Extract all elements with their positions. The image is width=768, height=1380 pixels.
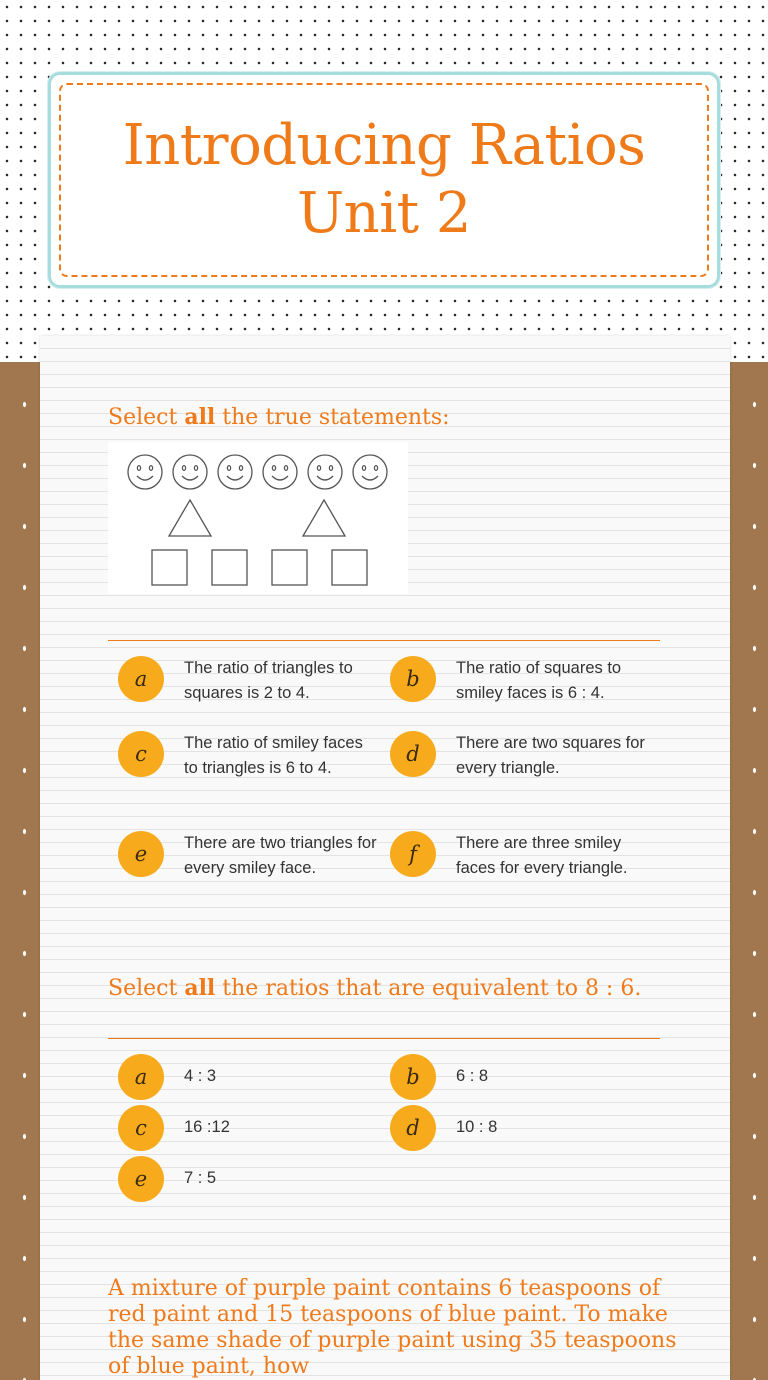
smiley-face-icon	[173, 455, 207, 489]
q2-option-d-text: 10 : 8	[456, 1118, 498, 1136]
q1-option-f[interactable]	[390, 831, 662, 881]
question-1-heading: Select all the true statements:	[108, 404, 450, 430]
q1-option-b[interactable]	[390, 656, 652, 706]
q2-option-e[interactable]	[118, 1156, 368, 1202]
smiley-face-icon	[353, 455, 387, 489]
q2-option-b-badge[interactable]: b	[390, 1054, 436, 1100]
q1-option-d-badge[interactable]: d	[390, 731, 436, 777]
q1-option-f-badge[interactable]: f	[390, 831, 436, 877]
question-1-divider	[108, 640, 660, 641]
title-card	[48, 72, 720, 288]
page-subtitle: Unit 2	[296, 181, 472, 246]
triangle-shape	[169, 500, 211, 536]
q1-option-b-badge[interactable]: b	[390, 656, 436, 702]
smiley-face-icon	[218, 455, 252, 489]
shapes-figure-svg	[108, 442, 408, 594]
q1-option-c-badge[interactable]: c	[118, 731, 164, 777]
kraft-paper-right	[730, 362, 768, 1380]
triangle-shape	[303, 500, 345, 536]
q2-option-d[interactable]	[390, 1105, 640, 1151]
question-2-heading: Select all the ratios that are equivalent to 8 : 6.	[108, 975, 642, 1001]
q1-option-c-text: The ratio of smiley faces to triangles is 6 to 4.	[184, 734, 363, 777]
smiley-face-icon	[308, 455, 342, 489]
q1-option-d-text: There are two squares for every triangle.	[456, 734, 645, 777]
q1-option-a-badge[interactable]: a	[118, 656, 164, 702]
square-shape	[332, 550, 367, 585]
shapes-figure	[108, 442, 408, 594]
square-shape	[212, 550, 247, 585]
smiley-face-icon	[128, 455, 162, 489]
q2-option-b-text: 6 : 8	[456, 1067, 489, 1085]
q2-option-a[interactable]	[118, 1054, 368, 1100]
q2-option-a-text: 4 : 3	[184, 1067, 217, 1085]
question-2-divider	[108, 1038, 660, 1039]
square-shape	[152, 550, 187, 585]
q1-option-e-text: There are two triangles for every smiley face.	[184, 834, 377, 877]
q1-option-b-text: The ratio of squares to smiley faces is 6 : 4.	[456, 659, 622, 702]
question-3-text: A mixture of purple paint contains 6 teaspoons of red paint and 15 teaspoons of blue paint. To make the same shade of purple paint using 35 teaspoons of blue paint, how	[108, 1276, 677, 1379]
q1-option-c[interactable]	[118, 731, 368, 781]
kraft-paper-left	[0, 362, 40, 1380]
smiley-face-icon	[263, 455, 297, 489]
q2-option-e-text: 7 : 5	[184, 1169, 217, 1187]
q1-option-a[interactable]	[118, 656, 380, 706]
q1-option-a-text: The ratio of triangles to squares is 2 to 4.	[184, 659, 353, 702]
square-shape	[272, 550, 307, 585]
title-dashed-frame	[59, 83, 709, 277]
q2-option-c-badge[interactable]: c	[118, 1105, 164, 1151]
q2-option-c-text: 16 :12	[184, 1118, 230, 1136]
q1-option-e-badge[interactable]: e	[118, 831, 164, 877]
q1-option-f-text: There are three smiley faces for every triangle.	[456, 834, 628, 877]
q2-option-d-badge[interactable]: d	[390, 1105, 436, 1151]
q2-option-b[interactable]	[390, 1054, 640, 1100]
q2-option-a-badge[interactable]: a	[118, 1054, 164, 1100]
q1-option-d[interactable]	[390, 731, 652, 781]
page-title: Introducing Ratios	[122, 113, 646, 178]
q2-option-e-badge[interactable]: e	[118, 1156, 164, 1202]
q1-option-e[interactable]	[118, 831, 380, 881]
q2-option-c[interactable]	[118, 1105, 368, 1151]
